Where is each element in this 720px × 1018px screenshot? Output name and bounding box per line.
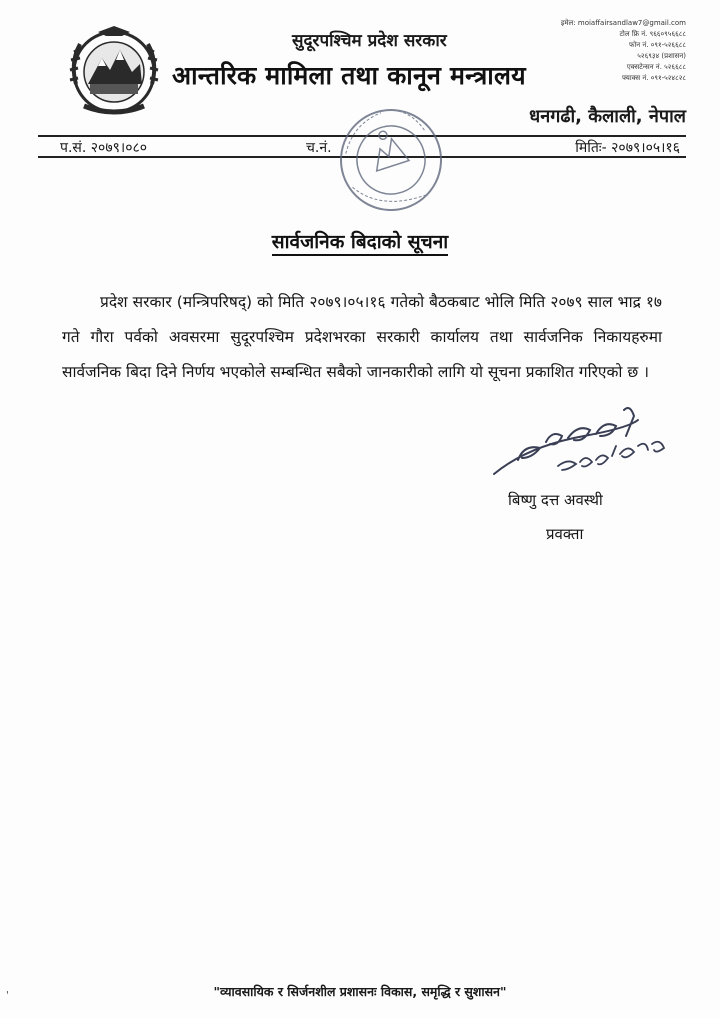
- dispatch-number: च.नं.: [306, 140, 332, 156]
- footer-motto: "व्यावसायिक र सिर्जनशील प्रशासनः विकास, समृद्धि र सुशासन": [213, 984, 507, 999]
- official-stamp-icon: [326, 100, 456, 220]
- contact-tollfree: टोल फ्रि नं. ९६६०९५६६८८: [619, 30, 686, 38]
- page-edge-mark: ': [6, 990, 9, 1001]
- ministry-name: आन्तरिक मामिला तथा कानून मन्त्रालय: [172, 61, 526, 90]
- signatory-name: बिष्णु दत्त अवस्थी: [508, 491, 603, 509]
- letter-date: मितिः- २०७९।०५।१६: [575, 140, 680, 156]
- contact-email: इमेल: moiaffairsandlaw7@gmail.com: [560, 19, 686, 27]
- contact-phone: फोन नं. ०९१-५२६६८८: [629, 41, 686, 49]
- notice-body: प्रदेश सरकार (मन्त्रिपरिषद्) को मिति २०७९।०५।१६ गतेको बैठकबाट भोलि मिति २०७९ साल भाद्र १७ गते गौरा पर्वको अवसरमा सुदूरपश्चिम प्रदेशभरका सरकारी कार्यालय तथा सार्वजनिक निकायहरुमा सार्वजनिक बिदा दिने निर्णय भएकोले सम्बन्धित सबैको जानकारीको लागि यो सूचना प्रकाशित गरिएको छ ।: [62, 293, 662, 381]
- notice-title: [0, 228, 720, 254]
- signatory-title: प्रवक्ता: [546, 525, 584, 543]
- government-name: सुदूरपश्चिम प्रदेश सरकार: [292, 31, 447, 51]
- contact-block: [556, 18, 686, 84]
- contact-extension: एक्सटेन्सन नं. ५२६६८८: [626, 63, 686, 71]
- handwritten-signature-icon: [488, 400, 684, 486]
- office-location: धनगढी, कैलाली, नेपाल: [529, 106, 686, 127]
- government-emblem-icon: [62, 22, 166, 118]
- reference-number: प.सं. २०७९।०८०: [60, 140, 148, 156]
- notice-title-text: सार्वजनिक बिदाको सूचना: [272, 231, 448, 256]
- contact-fax: फ्याक्स नं. ०९१-५२४८२८: [622, 74, 686, 82]
- contact-phone-admin: ५२६९३४ (प्रशासन): [637, 52, 686, 60]
